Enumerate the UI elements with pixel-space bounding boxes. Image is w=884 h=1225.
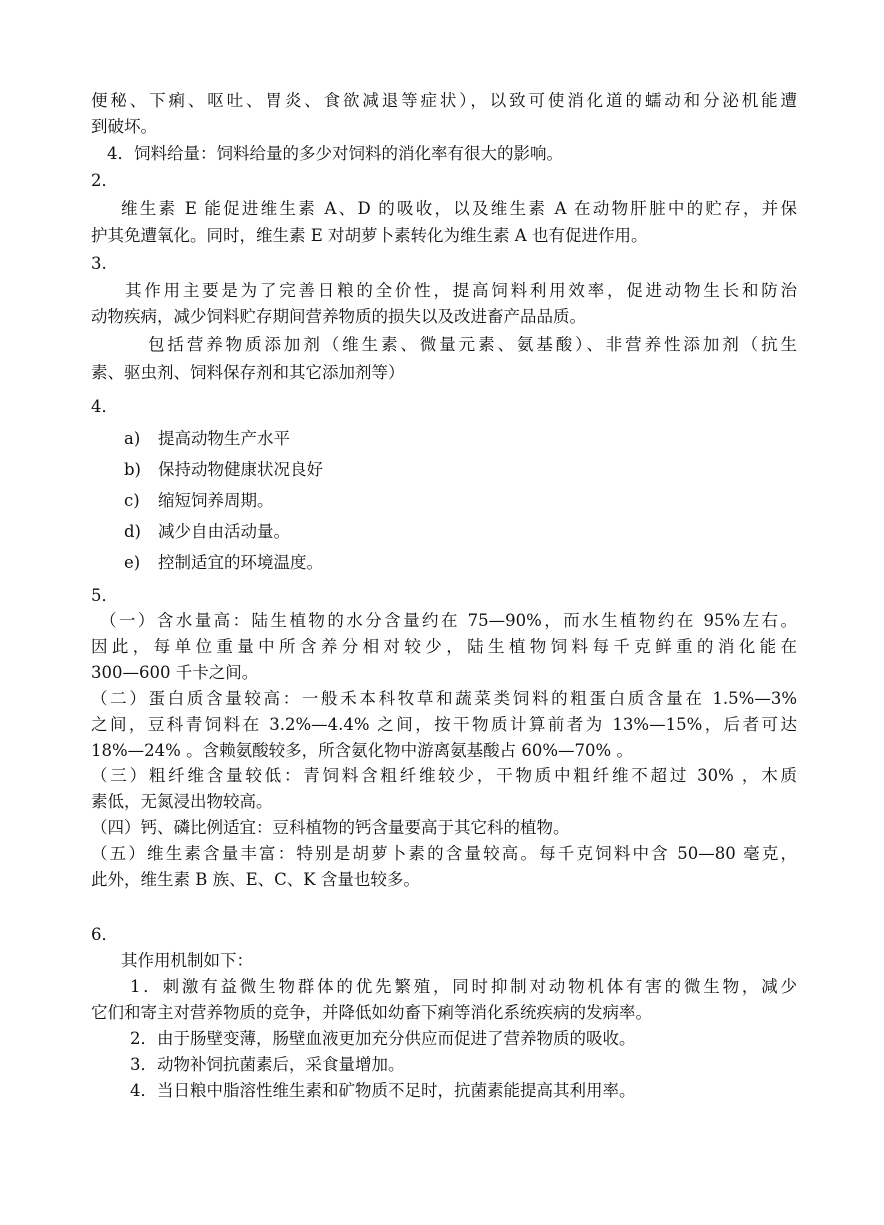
paragraph-line: 素、驱虫剂、饲料保存剂和其它添加剂等） — [91, 363, 405, 382]
question-number: 6． — [91, 925, 118, 944]
paragraph-line: 护其免遭氧化。同时，维生素 E 对胡萝卜素转化为维生素 A 也有促进作用。 — [91, 226, 648, 245]
paragraph-line: 4．当日粮中脂溶性维生素和矿物质不足时，抗菌素能提高其利用率。 — [130, 1081, 636, 1100]
list-item — [124, 521, 290, 543]
list-marker: d) — [124, 522, 141, 541]
question-number: 3. — [91, 254, 107, 273]
paragraph-line: （四）钙、磷比例适宜：豆科植物的钙含量要高于其它科的植物。 — [91, 818, 570, 837]
list-item — [124, 459, 323, 481]
question-number: 2． — [91, 171, 118, 190]
paragraph-line: 素低，无氮浸出物较高。 — [91, 792, 273, 811]
paragraph-line: 1．刺激有益微生物群体的优先繁殖，同时抑制对动物机体有害的微生物，减少 — [130, 977, 797, 996]
paragraph-line: （三）粗纤维含量较低：青饲料含粗纤维较少，干物质中粗纤维不超过 30% ，木质 — [91, 766, 797, 785]
list-marker: b) — [124, 460, 141, 479]
paragraph-line: 18%—24% 。含赖氨酸较多，所含氨化物中游离氨基酸占 60%—70% 。 — [91, 741, 633, 760]
list-marker: a) — [124, 429, 141, 448]
list-item-text: 减少自由活动量。 — [158, 522, 290, 541]
paragraph-line: 其作用主要是为了完善日粮的全价性，提高饲料利用效率，促进动物生长和防治 — [125, 281, 797, 300]
list-item-text: 缩短饲养周期。 — [158, 491, 274, 510]
paragraph-line: 3．动物补饲抗菌素后，采食量增加。 — [130, 1055, 405, 1074]
paragraph-line: 动物疾病，减少饲料贮存期间营养物质的损失以及改进畜产品品质。 — [91, 307, 586, 326]
paragraph-line: （五）维生素含量丰富：特别是胡萝卜素的含量较高。每千克饲料中含 50—80 毫克， — [91, 844, 797, 863]
list-item — [124, 552, 323, 574]
paragraph-line: 维生素 E 能促进维生素 A、D 的吸收，以及维生素 A 在动物肝脏中的贮存，并保 — [121, 199, 797, 218]
paragraph-line: 其作用机制如下： — [121, 951, 253, 970]
list-marker: c) — [124, 491, 140, 510]
list-marker: e) — [124, 553, 141, 572]
paragraph-line: 4．饲料给量：饲料给量的多少对饲料的消化率有很大的影响。 — [107, 144, 563, 163]
list-item-text: 保持动物健康状况良好 — [158, 460, 323, 479]
paragraph-line: （二）蛋白质含量较高：一般禾本科牧草和蔬菜类饲料的粗蛋白质含量在 1.5%—3% — [91, 689, 797, 708]
paragraph-line: 300—600 千卡之间。 — [91, 663, 259, 682]
paragraph-line: 到破坏。 — [91, 117, 157, 136]
question-number: 4． — [91, 397, 118, 416]
list-item — [124, 490, 274, 512]
question-number: 5． — [91, 586, 118, 605]
paragraph-line: 便秘、下痢、呕吐、胃炎、食欲减退等症状），以致可使消化道的蠕动和分泌机能遭 — [91, 91, 797, 110]
paragraph-line: （一）含水量高：陆生植物的水分含量约在 75—90%，而水生植物约在 95%左右。 — [100, 611, 797, 630]
paragraph-line: 因此，每单位重量中所含养分相对较少，陆生植物饲料每千克鲜重的消化能在 — [91, 637, 797, 656]
paragraph-line: 包括营养物质添加剂（维生素、微量元素、氨基酸）、非营养性添加剂（抗生 — [148, 335, 797, 354]
paragraph-line: 之间，豆科青饲料在 3.2%—4.4% 之间，按干物质计算前者为 13%—15%，后者可达 — [91, 715, 797, 734]
paragraph-line: 此外，维生素 B 族、E、C、K 含量也较多。 — [91, 870, 420, 889]
list-item-text: 提高动物生产水平 — [158, 429, 290, 448]
paragraph-line: 2．由于肠壁变薄，肠壁血液更加充分供应而促进了营养物质的吸收。 — [130, 1029, 636, 1048]
paragraph-line: 它们和寄主对营养物质的竞争，并降低如幼畜下痢等消化系统疾病的发病率。 — [91, 1003, 652, 1022]
list-item-text: 控制适宜的环境温度。 — [158, 553, 323, 572]
list-item — [124, 428, 290, 450]
